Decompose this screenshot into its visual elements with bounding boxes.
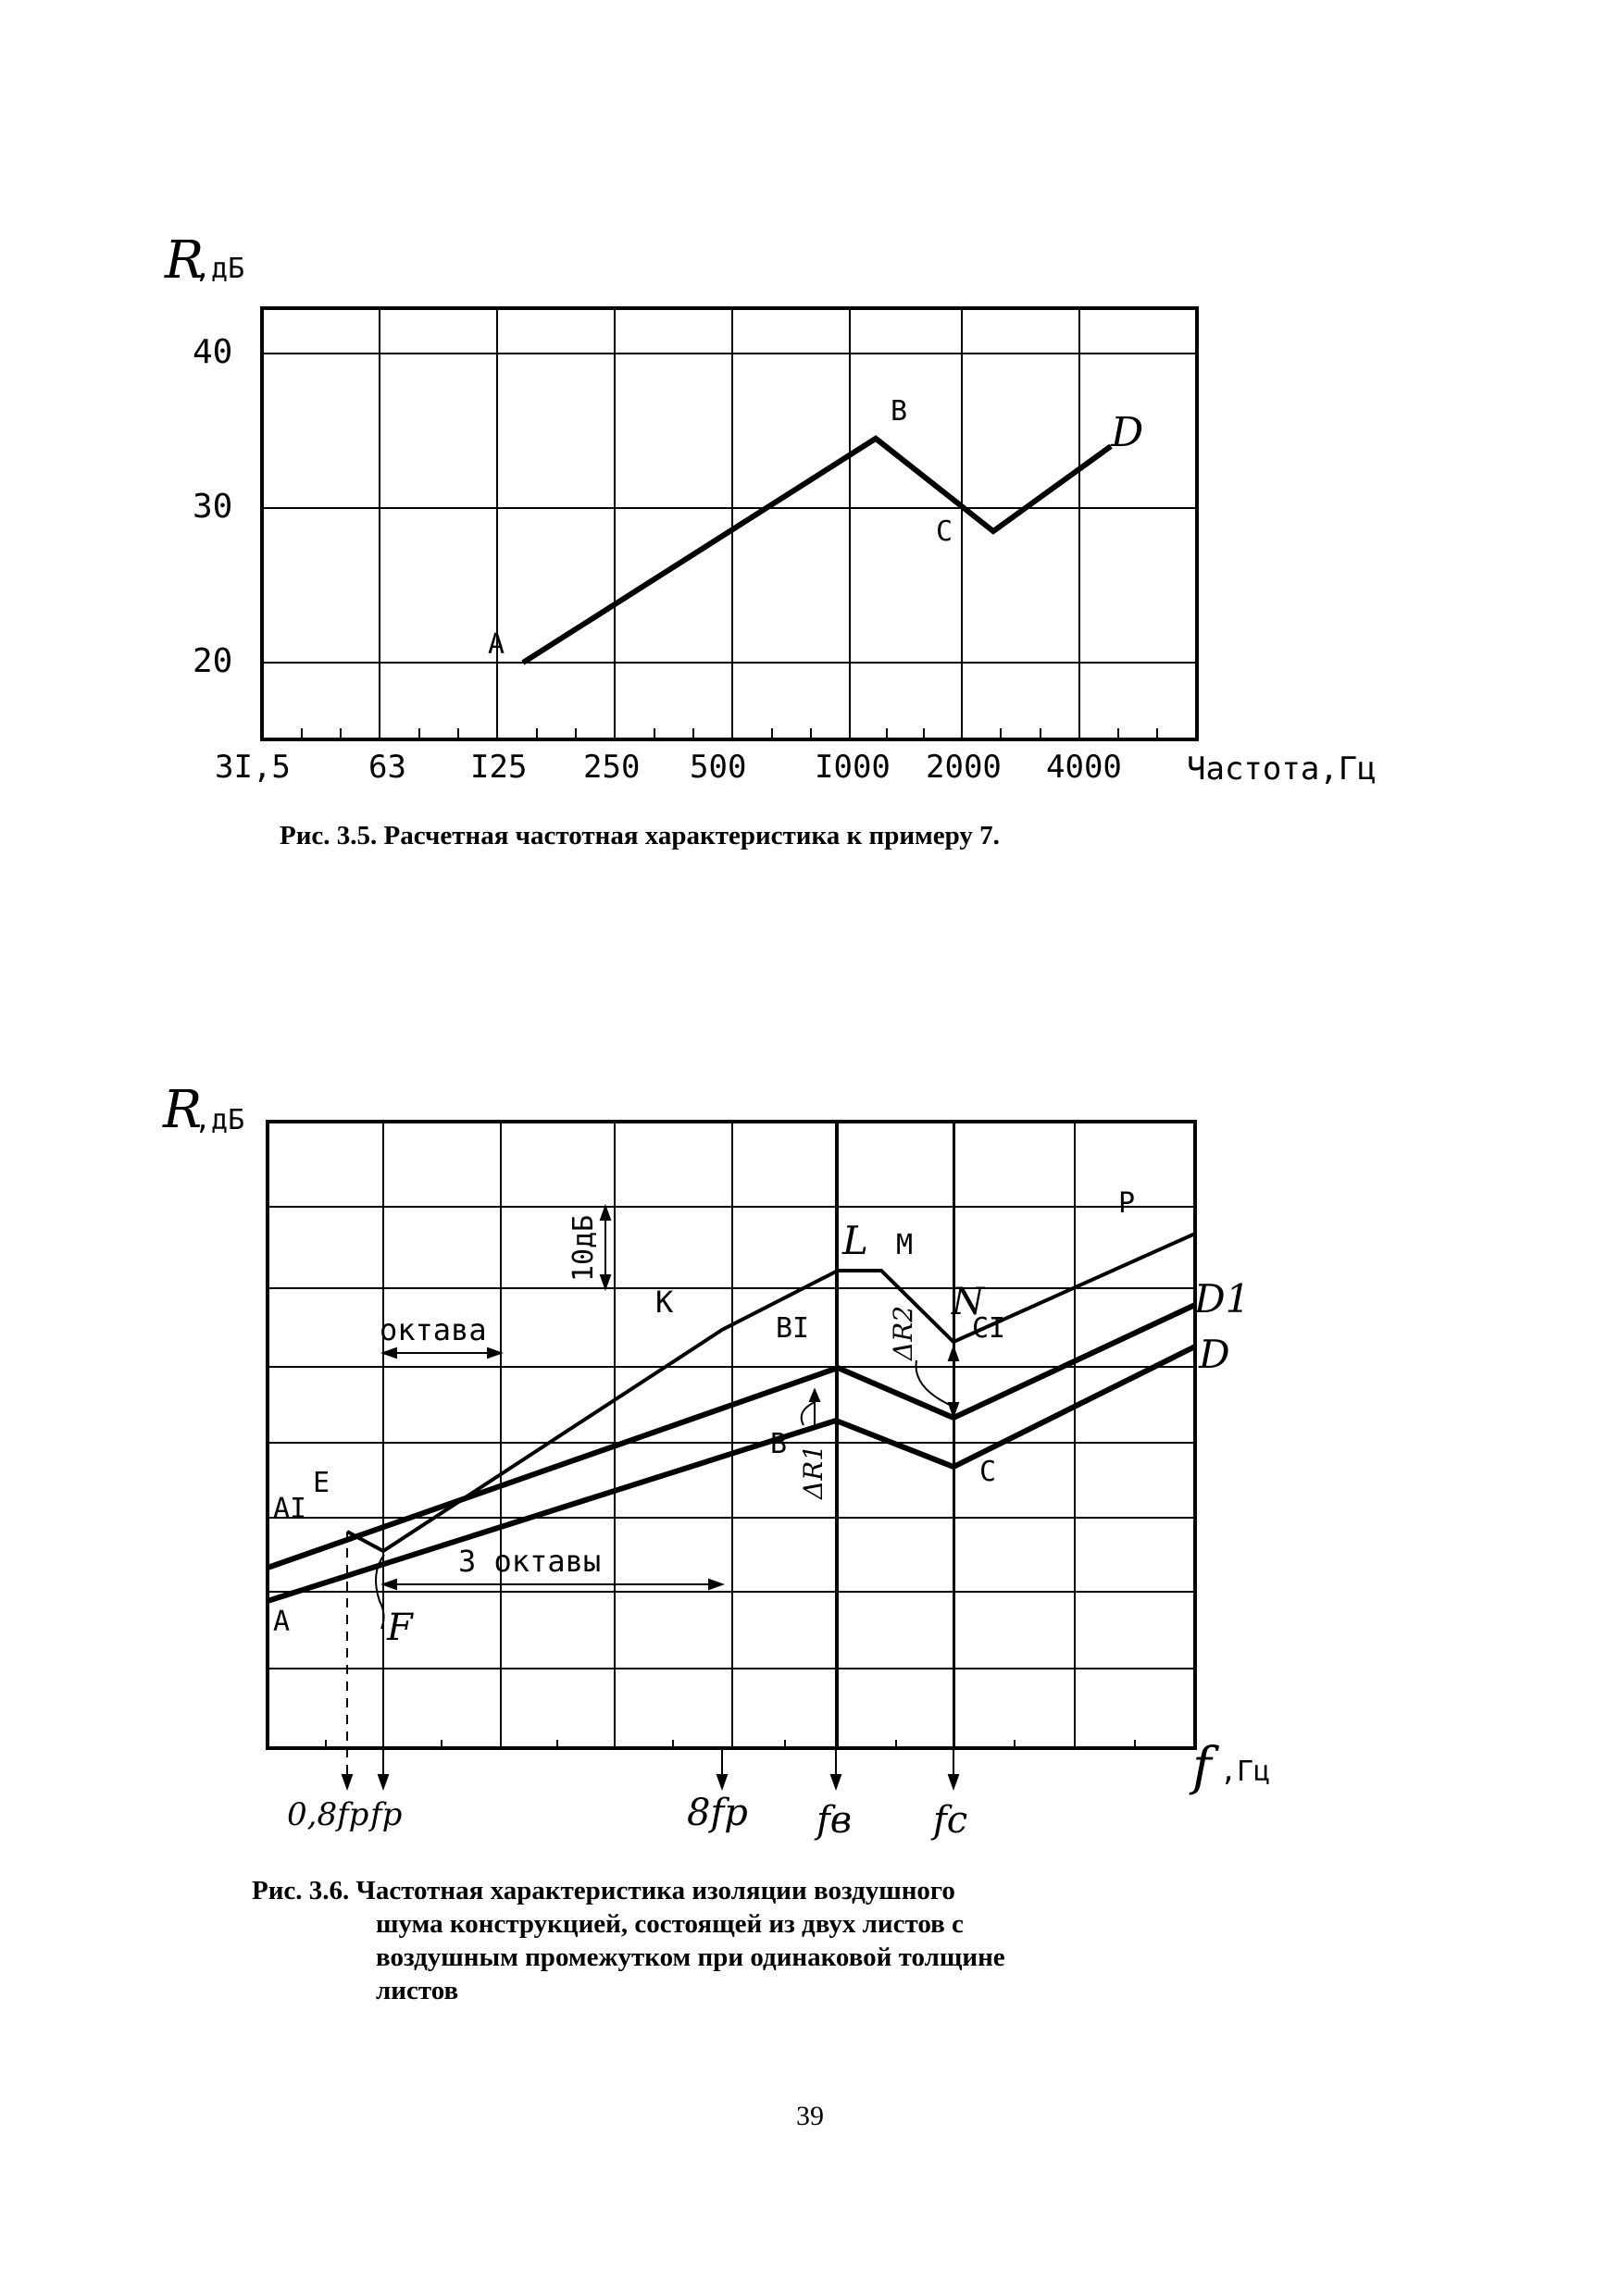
figure2-caption-line4: листов (376, 1976, 459, 2005)
figure2-marker-fc: fc (933, 1799, 968, 1842)
figure2-label-C1: CI (972, 1312, 1006, 1345)
figure1-y-axis-unit: ,дБ (194, 253, 245, 285)
figure2-label-L: L (842, 1218, 868, 1263)
figure1-x-tick-4000: 4000 (1046, 749, 1122, 786)
figure2-marker-fp: fp (370, 1796, 403, 1833)
figure2-scale-label: 10дБ (567, 1214, 600, 1282)
figure1-x-tick-250: 250 (583, 749, 641, 786)
figure2-label-dR1: ΔR1 (798, 1444, 829, 1499)
figure2-octave-arrow (383, 1348, 501, 1358)
figure2-label-N: N (952, 1281, 984, 1323)
figure2-x-axis-label: f (1192, 1737, 1212, 1797)
figure1-point-label-A: A (488, 628, 505, 661)
figure1-x-tick-31: 3I,5 (215, 749, 291, 786)
figure1-chart (164, 230, 1377, 788)
figure2-label-A: A (273, 1606, 291, 1638)
figure2-label-E: E (313, 1467, 330, 1499)
figure1-vertical-grid (380, 308, 1079, 739)
figure2-dR1-leader (802, 1402, 815, 1425)
figure2-x-axis-unit: ,Гц (1220, 1756, 1271, 1788)
figure1-y-tick-20: 20 (193, 642, 233, 680)
figure2-chart (162, 1080, 1270, 1842)
figure2-marker-8fp: 8fp (687, 1792, 748, 1834)
figure1-x-axis-label: Частота,Гц (1187, 751, 1377, 788)
figure2-label-M: M (896, 1229, 914, 1261)
figure2-caption-line1: Рис. 3.6. Частотная характеристика изоляции воздушного (252, 1876, 955, 1905)
figure1-x-tick-2000: 2000 (926, 749, 1002, 786)
figure1-x-tick-1000: I000 (815, 749, 891, 786)
figure1-y-tick-40: 40 (193, 333, 233, 371)
figure2-vertical-grid (383, 1122, 1075, 1748)
figure2-y-axis-label: R (163, 1080, 203, 1140)
figure2-label-dR2: ΔR2 (888, 1305, 918, 1360)
figure2-label-D: D (1199, 1332, 1230, 1377)
figure1-x-tick-63: 63 (368, 749, 406, 786)
figure2-octave-label: октава (380, 1312, 487, 1347)
figure2-label-B: B (770, 1428, 788, 1460)
figure2-three-octaves-arrow (383, 1580, 722, 1589)
figure1-frame (262, 308, 1197, 739)
figure2-three-octaves-label: 3 октавы (458, 1544, 602, 1579)
figure2-label-P: P (1118, 1187, 1136, 1220)
figure2-caption-line3: воздушным промежутком при одинаковой толщине (376, 1942, 1005, 1972)
figure2-label-C: C (979, 1456, 997, 1488)
figure1-point-label-B: B (891, 394, 908, 428)
figure2-y-axis-unit: ,дБ (194, 1104, 245, 1136)
figure2-caption-line2: шума конструкцией, состоящей из двух листов с (376, 1909, 964, 1939)
figure2-10db-scale (601, 1207, 610, 1288)
figure1-x-tick-125: I25 (470, 749, 528, 786)
page-number: 39 (796, 2101, 824, 2131)
figure1-data-line (523, 439, 1111, 663)
figure2-label-F: F (387, 1607, 413, 1649)
figure2-label-B1: BI (776, 1312, 810, 1345)
figure2-marker-08fp: 0,8fp (287, 1796, 369, 1833)
figure1-y-axis-label: R (165, 230, 205, 291)
figure2-label-D1: D1 (1194, 1276, 1251, 1322)
figure2-label-K: K (655, 1285, 674, 1320)
figure1-caption: Рис. 3.5. Расчетная частотная характеристика к примеру 7. (280, 821, 1000, 850)
figure2-label-A1: AI (273, 1493, 307, 1525)
figure1-point-label-D: D (1111, 409, 1144, 457)
figure1-point-label-C: C (936, 515, 953, 549)
figure1-y-tick-30: 30 (193, 488, 233, 526)
figure1-x-tick-500: 500 (690, 749, 747, 786)
figure2-marker-fb: fв (816, 1799, 853, 1842)
